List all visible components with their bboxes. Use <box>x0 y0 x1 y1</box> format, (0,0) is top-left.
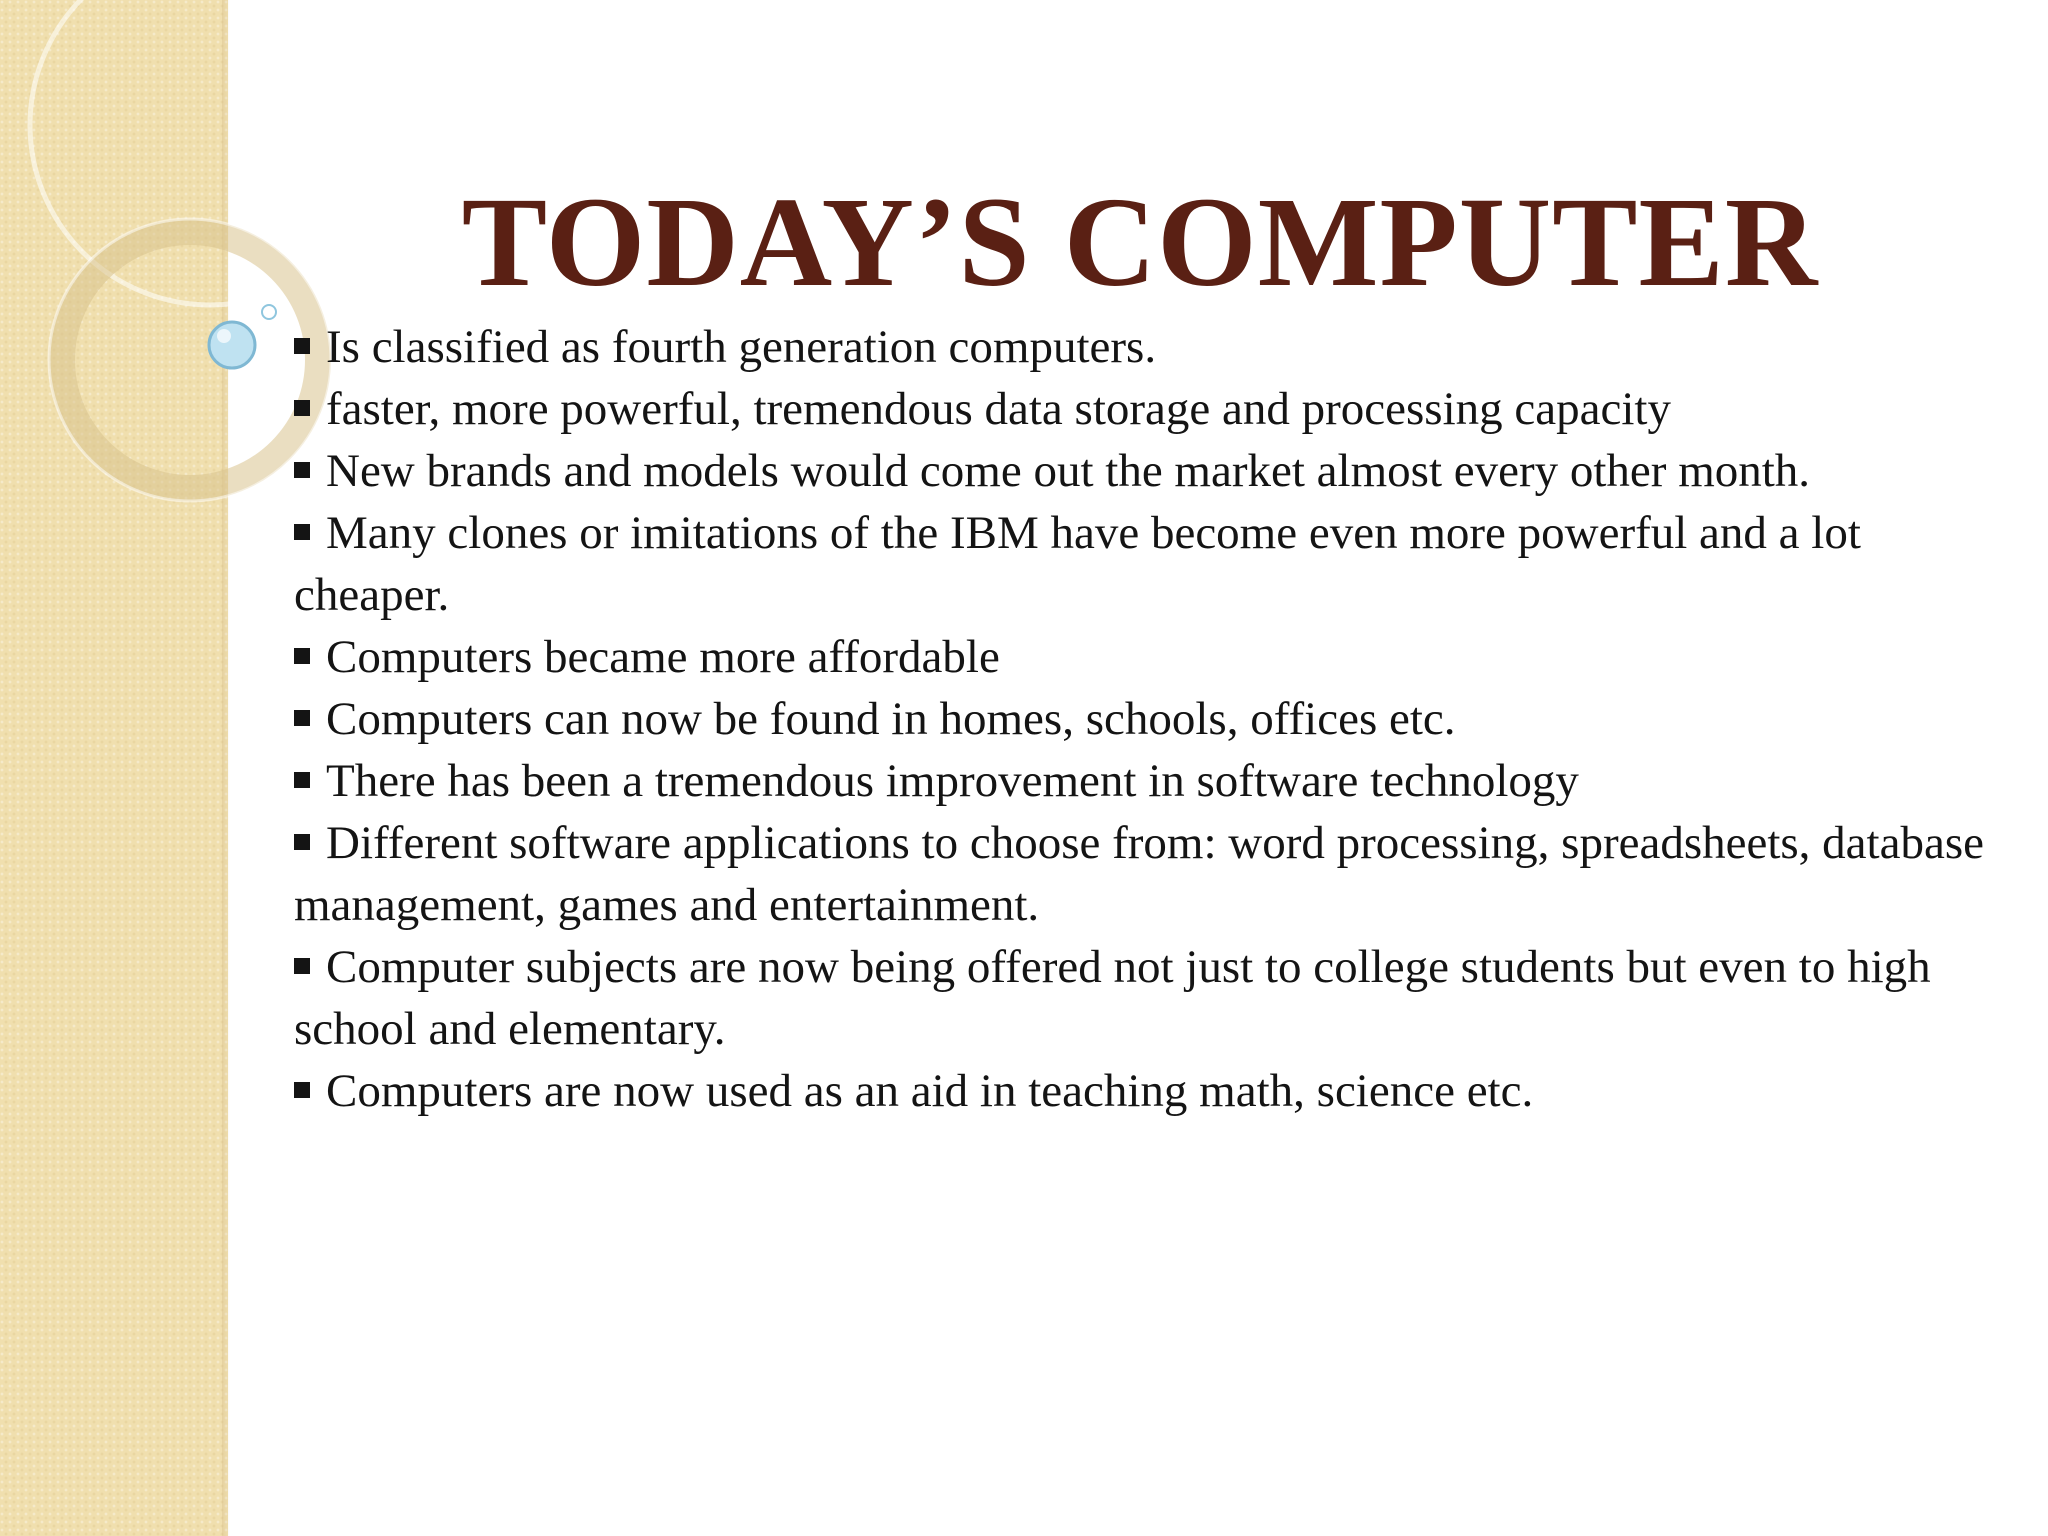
side-band-texture <box>0 0 228 1536</box>
bullet-item <box>294 936 1994 1060</box>
square-bullet-icon <box>294 958 310 974</box>
square-bullet-icon <box>294 400 310 416</box>
square-bullet-icon <box>294 462 310 478</box>
bullet-item <box>294 502 1994 626</box>
bullet-item <box>294 812 1994 936</box>
bullet-text: Computers are now used as an aid in teaching math, science etc. <box>326 1065 1534 1117</box>
square-bullet-icon <box>294 710 310 726</box>
square-bullet-icon <box>294 834 310 850</box>
small-bubble-icon <box>262 305 276 319</box>
bullet-text: New brands and models would come out the market almost every other month. <box>326 445 1811 497</box>
square-bullet-icon <box>294 338 310 354</box>
slide-title: TODAY’S COMPUTER <box>461 170 1819 313</box>
bullet-text: There has been a tremendous improvement in software technology <box>326 755 1579 807</box>
bullet-item <box>294 626 1994 688</box>
bullet-text: Different software applications to choose from: word processing, spreadsheets, database management, games and entertainment. <box>294 817 1984 931</box>
square-bullet-icon <box>294 1082 310 1098</box>
bullet-item <box>294 440 1994 502</box>
bullet-item <box>294 1060 1994 1122</box>
bullet-item <box>294 688 1994 750</box>
side-band-edge <box>222 0 230 1536</box>
bullet-text: Is classified as fourth generation computers. <box>326 321 1157 373</box>
square-bullet-icon <box>294 772 310 788</box>
square-bullet-icon <box>294 648 310 664</box>
bullet-text: faster, more powerful, tremendous data storage and processing capacity <box>326 383 1671 435</box>
square-bullet-icon <box>294 524 310 540</box>
bullet-item <box>294 316 1994 378</box>
bullet-text: Computers can now be found in homes, schools, offices etc. <box>326 693 1456 745</box>
bullet-item <box>294 378 1994 440</box>
bullet-text: Computer subjects are now being offered not just to college students but even to high school and elementary. <box>294 941 1931 1055</box>
bullet-list <box>294 316 1994 1122</box>
bullet-text: Computers became more affordable <box>326 631 1000 683</box>
bullet-text: Many clones or imitations of the IBM have become even more powerful and a lot cheaper. <box>294 507 1861 621</box>
bullet-item <box>294 750 1994 812</box>
